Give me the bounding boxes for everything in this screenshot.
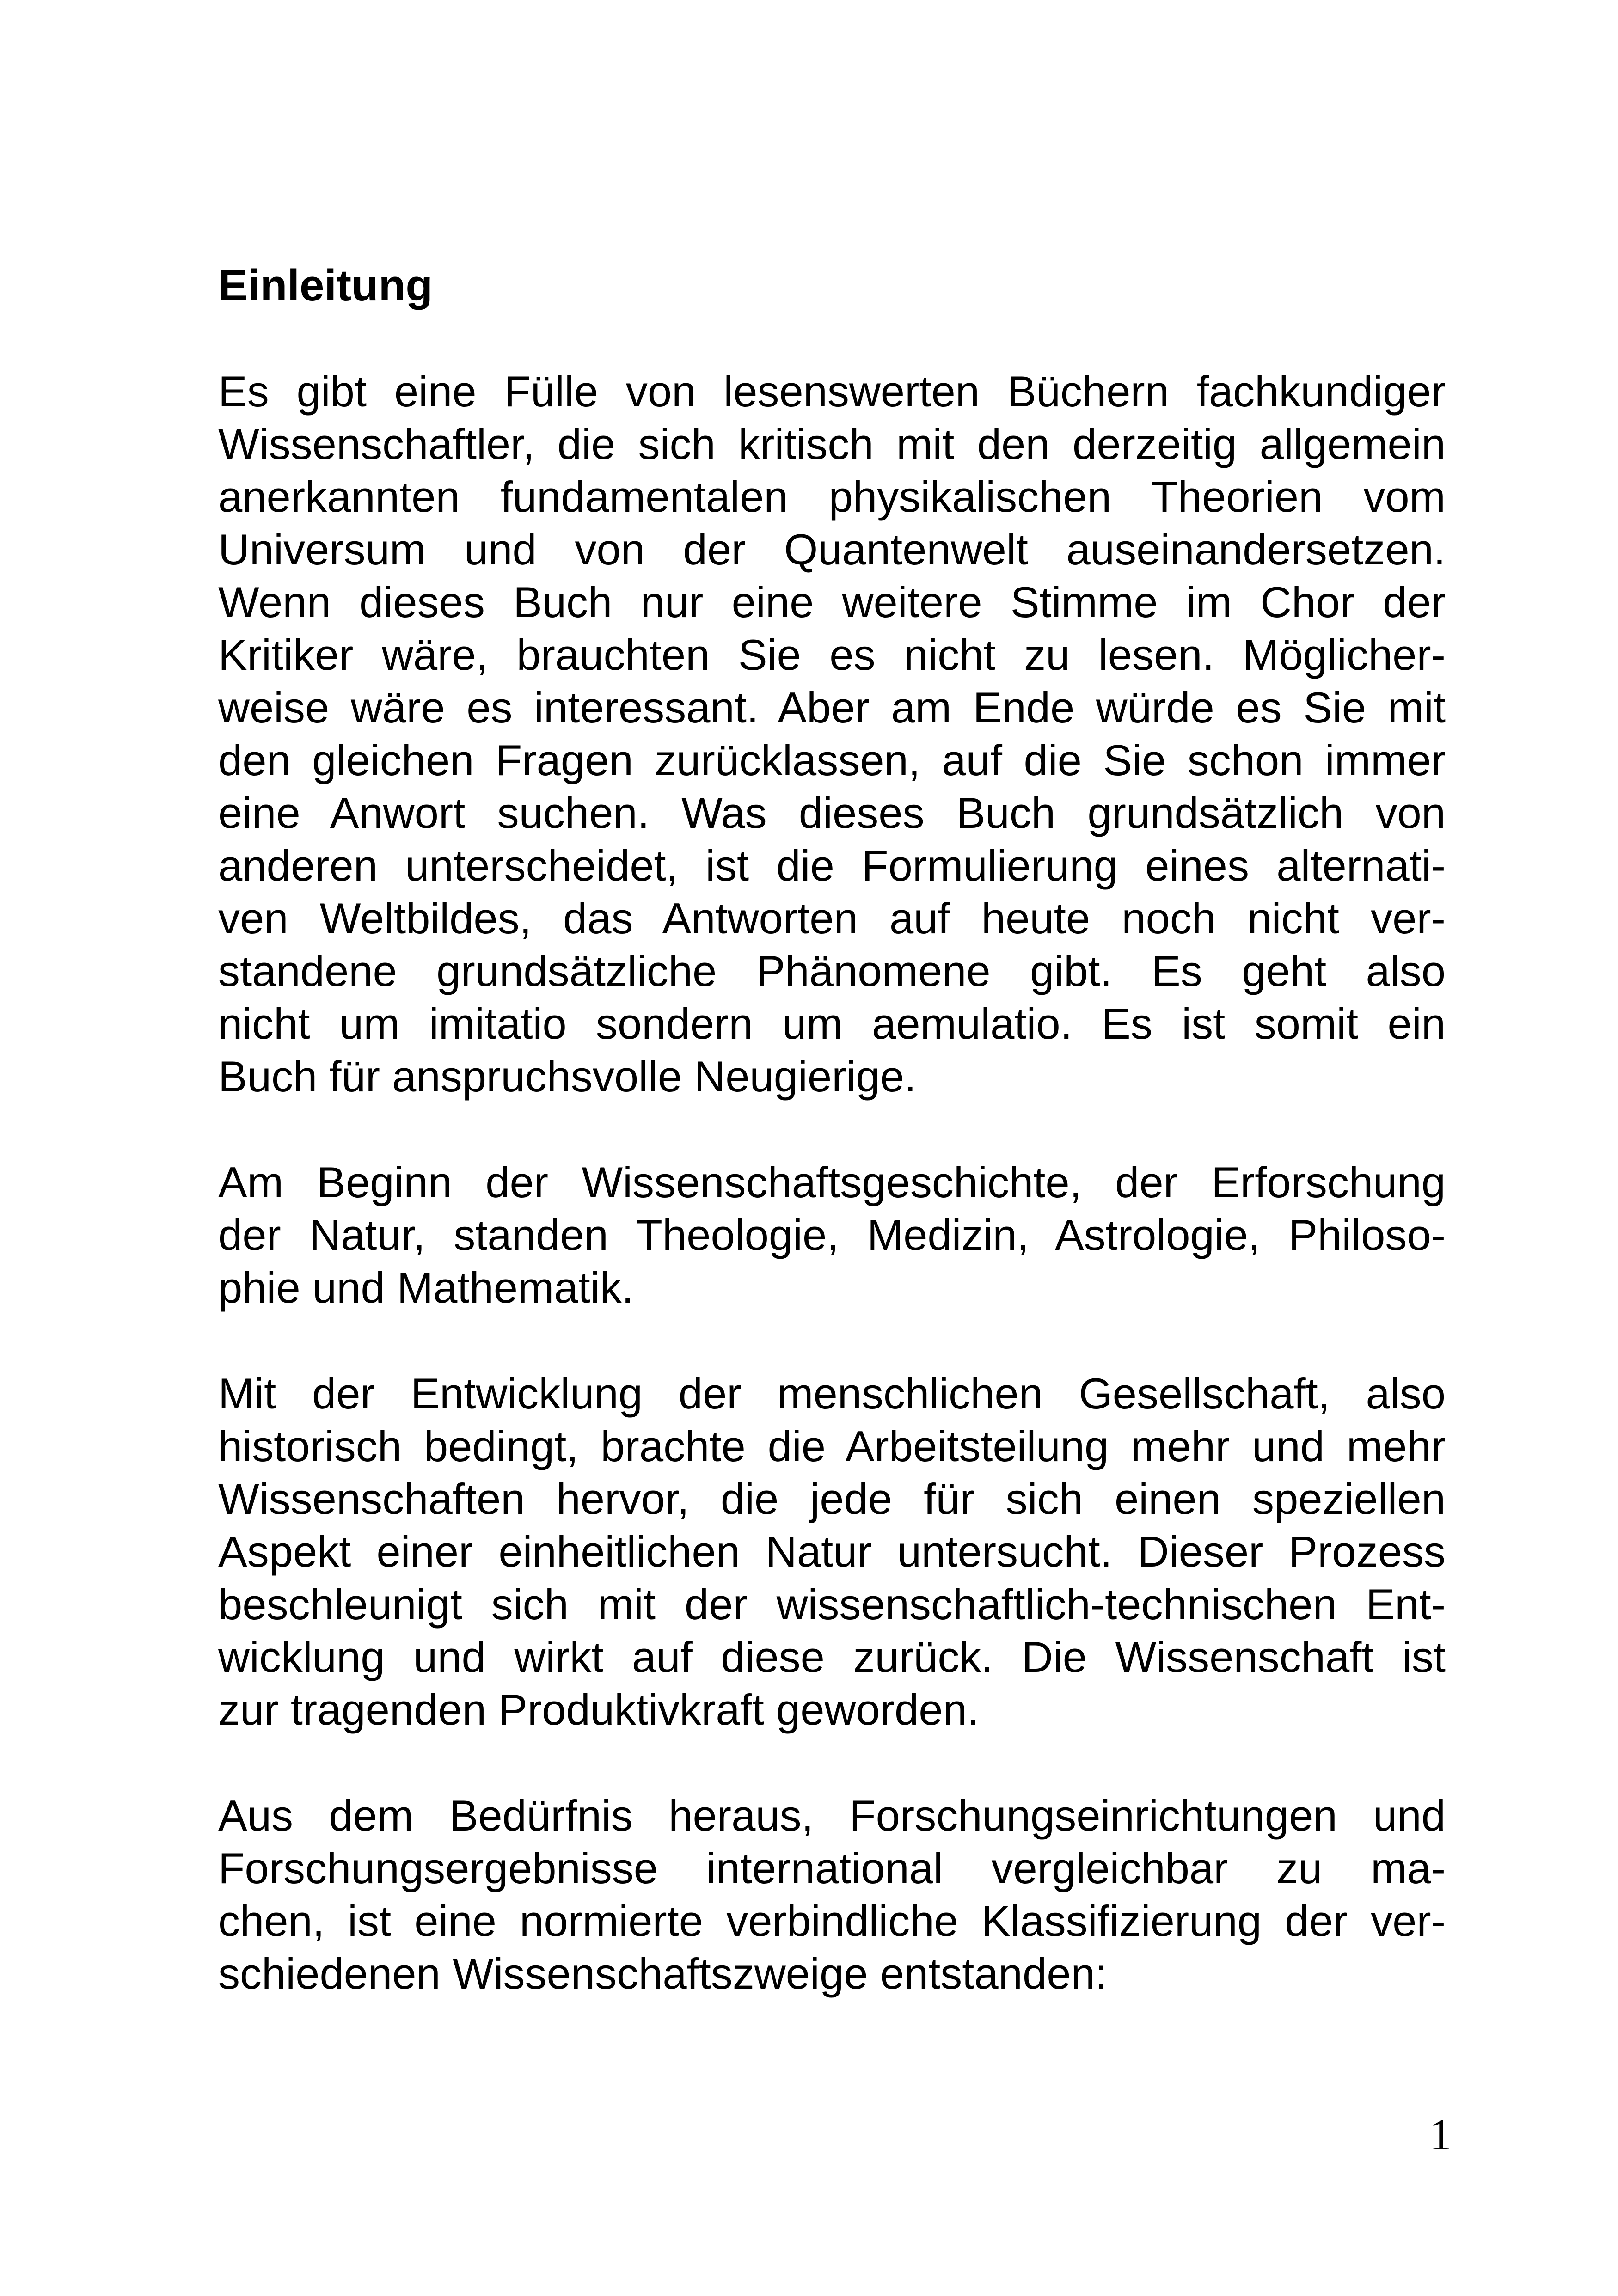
text-line: ven Weltbildes, das Antworten auf heute noch nicht ver- (218, 894, 1446, 943)
text-line: den gleichen Fragen zurücklassen, auf die Sie schon immer (218, 736, 1446, 784)
text-line: weise wäre es interessant. Aber am Ende würde es Sie mit (218, 683, 1446, 732)
paragraph (218, 1156, 1446, 1314)
text-line: Aspekt einer einheitlichen Natur untersucht. Dieser Prozess (218, 1527, 1446, 1576)
text-line: schiedenen Wissenschaftszweige entstanden: (218, 1949, 1107, 1998)
text-line: zur tragenden Produktivkraft geworden. (218, 1685, 979, 1734)
text-line: eine Anwort suchen. Was dieses Buch grundsätzlich von (218, 789, 1446, 837)
text-line: Wissenschaften hervor, die jede für sich einen speziellen (218, 1475, 1446, 1523)
text-line: Universum und von der Quantenwelt auseinandersetzen. (218, 525, 1446, 574)
page-number: 1 (1429, 2110, 1452, 2159)
text-line: Es gibt eine Fülle von lesenswerten Büchern fachkundiger (218, 367, 1446, 416)
text-line: historisch bedingt, brachte die Arbeitsteilung mehr und mehr (218, 1422, 1446, 1470)
text-line: standene grundsätzliche Phänomene gibt. Es geht also (218, 947, 1446, 995)
text-line: anerkannten fundamentalen physikalischen Theorien vom (218, 472, 1446, 521)
text-line: Wenn dieses Buch nur eine weitere Stimme im Chor der (218, 578, 1446, 626)
text-line: beschleunigt sich mit der wissenschaftlich-technischen Ent- (218, 1580, 1446, 1629)
text-line: Wissenschaftler, die sich kritisch mit den derzeitig allgemein (218, 420, 1446, 468)
page-heading: Einleitung (218, 261, 433, 310)
paragraph (218, 1789, 1446, 2000)
text-line: Aus dem Bedürfnis heraus, Forschungseinrichtungen und (218, 1791, 1446, 1840)
text-line: phie und Mathematik. (218, 1263, 634, 1312)
text-line: der Natur, standen Theologie, Medizin, Astrologie, Philoso- (218, 1211, 1446, 1259)
paragraph (218, 365, 1446, 1103)
text-line: anderen unterscheidet, ist die Formulierung eines alternati- (218, 841, 1446, 890)
text-line: chen, ist eine normierte verbindliche Klassifizierung der ver- (218, 1897, 1446, 1945)
text-line: Mit der Entwicklung der menschlichen Gesellschaft, also (218, 1369, 1446, 1418)
text-line: nicht um imitatio sondern um aemulatio. Es ist somit ein (218, 999, 1446, 1048)
text-line: wicklung und wirkt auf diese zurück. Die Wissenschaft ist (218, 1633, 1446, 1681)
paragraph (218, 1367, 1446, 1736)
text-line: Buch für anspruchsvolle Neugierige. (218, 1052, 917, 1101)
text-line: Kritiker wäre, brauchten Sie es nicht zu lesen. Möglicher- (218, 631, 1446, 679)
text-line: Am Beginn der Wissenschaftsgeschichte, der Erforschung (218, 1158, 1446, 1206)
text-line: Forschungsergebnisse international vergleichbar zu ma- (218, 1844, 1446, 1892)
page-content (218, 259, 1446, 2053)
body-text (218, 365, 1446, 2000)
